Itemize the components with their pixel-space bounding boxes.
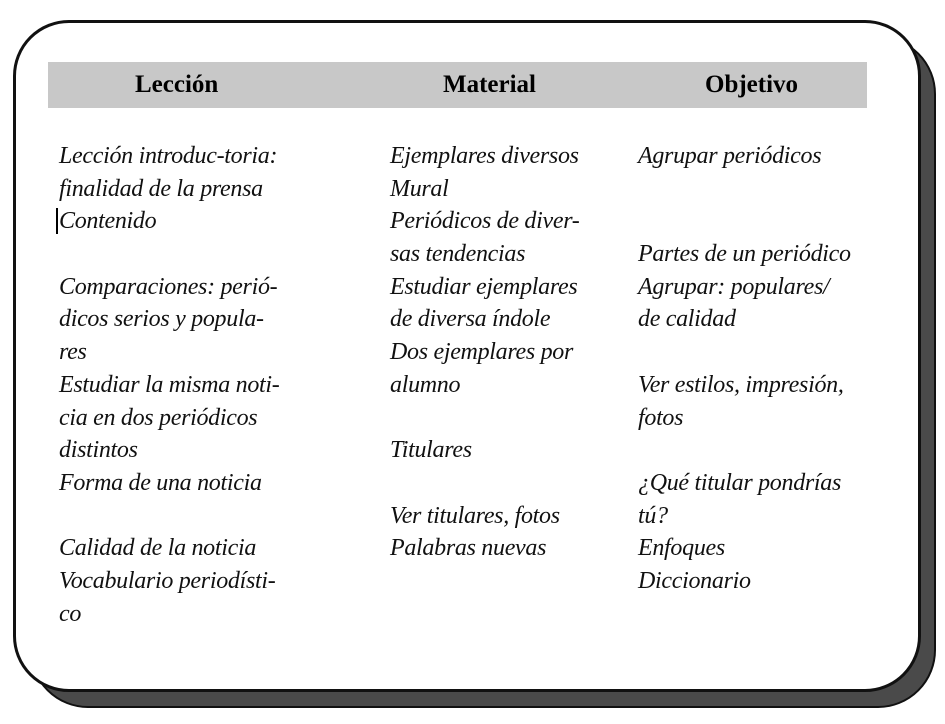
column-leccion <box>59 140 279 630</box>
column-leccion-line: Forma de una noticia <box>59 469 262 496</box>
column-objetivo-line: Diccionario <box>638 567 751 594</box>
column-leccion-line: res <box>59 339 87 366</box>
column-objetivo-line: Partes de un periódico <box>638 241 851 268</box>
column-leccion-line: Contenido <box>59 208 157 235</box>
column-objetivo-line <box>638 434 851 467</box>
column-material-line: sas tendencias <box>390 241 526 268</box>
column-leccion-line: distintos <box>59 437 138 464</box>
column-objetivo-line <box>638 205 851 238</box>
column-objetivo-line: Enfoques <box>638 535 725 562</box>
header-material: Material <box>443 71 537 98</box>
column-objetivo-line: tú? <box>638 502 668 529</box>
column-material-line: Periódicos de diver- <box>390 208 580 235</box>
column-leccion-line: finalidad de la prensa <box>59 175 263 202</box>
column-material-line: Mural <box>390 175 449 202</box>
column-material <box>390 140 579 565</box>
column-leccion-line <box>59 238 279 271</box>
column-leccion-line: Comparaciones: perió- <box>59 273 278 300</box>
column-objetivo-line: Agrupar: populares/ <box>638 273 830 300</box>
column-objetivo-line: Agrupar periódicos <box>638 143 822 169</box>
column-material-line: Titulares <box>390 437 472 464</box>
column-leccion-line: co <box>59 600 82 627</box>
column-objetivo-line: de calidad <box>638 306 736 333</box>
header-leccion: Lección <box>135 71 219 98</box>
column-leccion-line: Lección introduc-toria: <box>59 143 278 169</box>
column-material-line: alumno <box>390 371 461 398</box>
column-objetivo-line: Ver estilos, impresión, <box>638 371 844 398</box>
column-leccion-line: dicos serios y popula- <box>59 306 264 333</box>
column-objetivo-line <box>638 173 851 206</box>
column-material-line <box>390 402 579 435</box>
column-leccion-line <box>59 500 279 533</box>
column-objetivo-line: ¿Qué titular pondrías <box>638 469 842 496</box>
column-material-line: Ver titulares, fotos <box>390 502 560 529</box>
column-leccion-line: Calidad de la noticia <box>59 535 257 562</box>
column-material-line: Palabras nuevas <box>390 535 547 562</box>
column-objetivo-line: fotos <box>638 404 684 431</box>
column-leccion-line: cia en dos periódicos <box>59 404 258 431</box>
column-material-line: Estudiar ejemplares <box>390 273 578 300</box>
column-material-line: de diversa índole <box>390 306 551 333</box>
text-cursor <box>56 208 58 234</box>
column-objetivo <box>638 140 851 598</box>
column-material-line: Ejemplares diversos <box>390 143 579 169</box>
column-material-line <box>390 467 579 500</box>
header-objetivo: Objetivo <box>705 71 799 98</box>
column-leccion-line: Vocabulario periodísti- <box>59 567 276 594</box>
column-objetivo-line <box>638 336 851 369</box>
column-leccion-line: Estudiar la misma noti- <box>59 371 280 398</box>
column-material-line: Dos ejemplares por <box>390 339 574 366</box>
